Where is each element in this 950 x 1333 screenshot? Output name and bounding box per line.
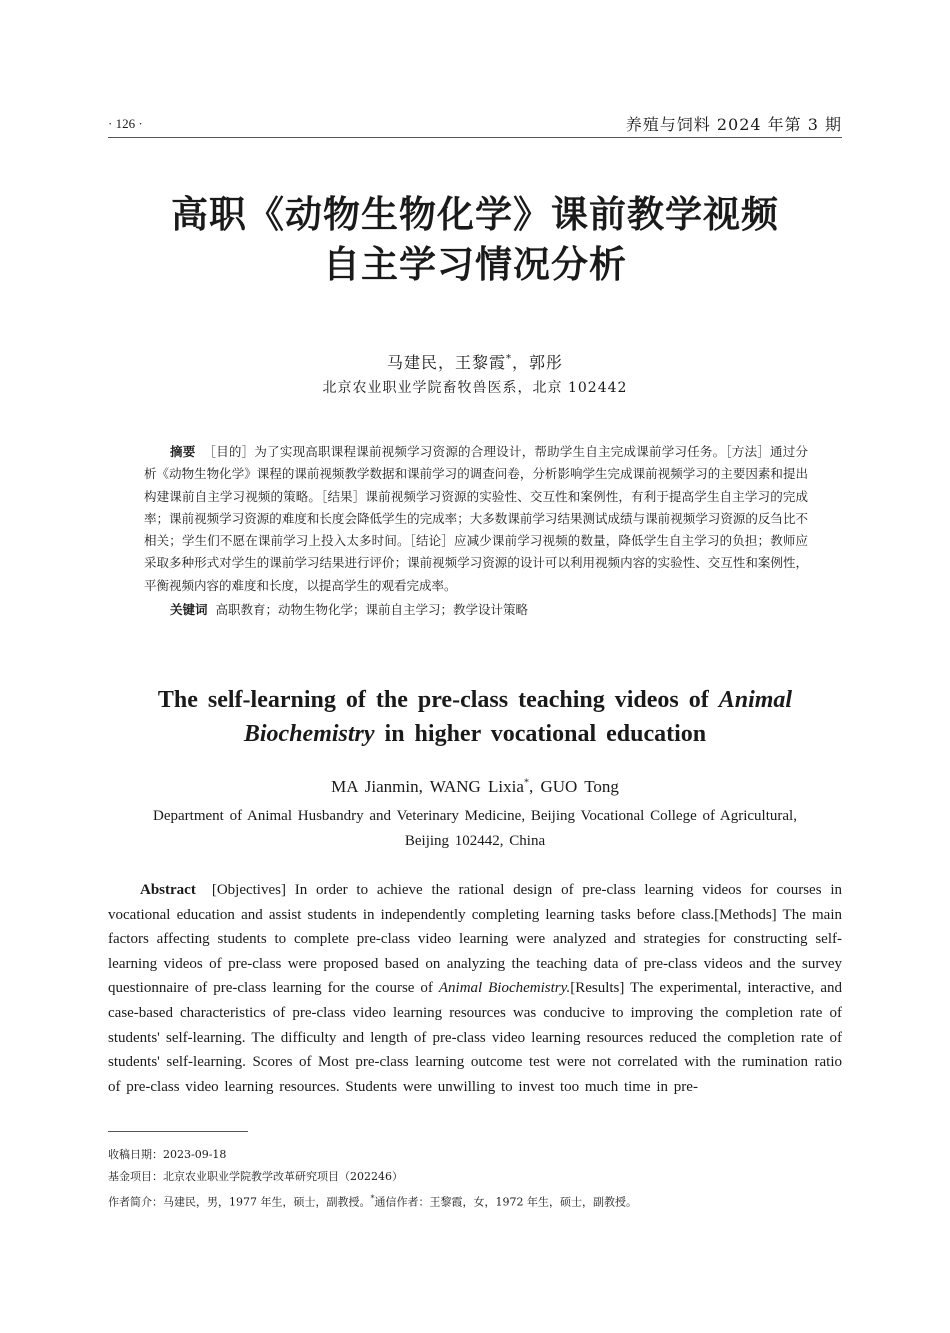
journal-issue: 养殖与饲料 2024 年第 3 期 (625, 115, 842, 134)
english-title-italic: Animal Biochemistry (243, 687, 793, 747)
chinese-title (108, 190, 842, 290)
footnote-rule (108, 1131, 248, 1132)
chinese-authors-rest: ，郭彤 (512, 353, 564, 372)
chinese-title-line-1: 高职《动物生物化学》课前教学视频 (171, 193, 779, 236)
english-authors-rest: , GUO Tong (528, 777, 619, 796)
chinese-keywords-label: 关键词 (170, 602, 208, 617)
english-abstract-part-1: [Objectives] In order to achieve the rational design of pre-class learning videos for courses in vocational education and assist students in independently completing learning tasks before class.[Methods] The main factors affecting students to complete pre-class video learning were analyzed and strategies for constructing self-learning videos of pre-class were proposed based on analyzing the teaching data of pre-class videos and the survey questionnaire of pre-class learning for the course of (108, 882, 842, 997)
footnote-fund: 基金项目：北京农业职业学院教学改革研究项目（202246） (108, 1170, 403, 1183)
chinese-abstract (144, 441, 808, 597)
running-header (108, 112, 842, 136)
header-rule (108, 137, 842, 138)
page-number: · 126 · (108, 116, 143, 131)
chinese-affiliation: 北京农业职业学院畜牧兽医系，北京 102442 (322, 380, 628, 396)
footnote-received: 收稿日期：2023-09-18 (108, 1148, 227, 1161)
chinese-authors (108, 350, 842, 373)
english-abstract-italic: Animal Biochemistry. (438, 980, 571, 997)
english-abstract (108, 878, 842, 1099)
english-affiliation (108, 804, 842, 854)
chinese-keywords (144, 600, 808, 618)
footnote-corresponding: 通信作者：王黎霞，女，1972 年生，硕士，副教授。 (374, 1195, 637, 1209)
chinese-abstract-text: ［目的］为了实现高职课程课前视频学习资源的合理设计，帮助学生自主完成课前学习任务。［方法］通过分析《动物生物化学》课程的课前视频教学数据和课前学习的调查问卷，分析影响学生完成课前视频学习的主要因素和提出构建课前自主学习视频的策略。［结果］课前视频学习资源的实验性、交互性和案例性，有利于提高学生自主学习的完成率；课前视频学习资源的难度和长度会降低学生的完成率；大多数课前学习结果测试成绩与课前视频学习资源的反刍比不相关；学生们不愿在课前学习上投入太多时间。［结论］应减少课前学习视频的数量，降低学生自主学习的负担；教师应采取多种形式对学生的课前学习结果进行评价；课前视频学习资源的设计可以利用视频内容的实验性、交互性和案例性，平衡视频内容的难度和长度，以提高学生的观看完成率。 (144, 444, 808, 593)
footnote-author-bio-text: 作者简介：马建民，男，1977 年生，硕士，副教授。 (108, 1195, 371, 1209)
english-title (108, 683, 842, 751)
footnote-author-bio (108, 1188, 842, 1214)
english-authors (108, 777, 842, 797)
chinese-authors-main: 马建民，王黎霞 (386, 353, 506, 372)
english-authors-main: MA Jianmin, WANG Lixia (331, 777, 524, 796)
chinese-keywords-text: 高职教育；动物生物化学；课前自主学习；教学设计策略 (215, 602, 529, 617)
footnote-corresponding-mark: * (370, 1194, 375, 1203)
chinese-abstract-label: 摘要 (170, 444, 196, 459)
english-affiliation-line-1: Department of Animal Husbandry and Veterinary Medicine, Beijing Vocational College of Agricultural, (153, 808, 797, 824)
corresponding-mark: * (506, 353, 512, 365)
footnotes (108, 1144, 842, 1214)
english-corresponding-mark: * (523, 777, 529, 789)
chinese-title-line-2: 自主学习情况分析 (323, 243, 627, 286)
english-abstract-label: Abstract (140, 882, 196, 898)
english-title-part-2: in higher vocational education (374, 721, 707, 747)
english-abstract-part-2: [Results] The experimental, interactive, and case-based characteristics of pre-class video learning resources was conducive to improving the completion rate of students' self-learning. The difficulty and length of pre-class video learning resources reduced the completion rate of students' self-learning. Scores of Most pre-class learning outcome test were not correlated with the rumination ratio of pre-class video learning resources. Students were unwilling to invest too much time in pre- (108, 980, 842, 1095)
english-title-part-1: The self-learning of the pre-class teaching videos of (157, 687, 719, 713)
english-affiliation-line-2: Beijing 102442, China (404, 833, 546, 849)
